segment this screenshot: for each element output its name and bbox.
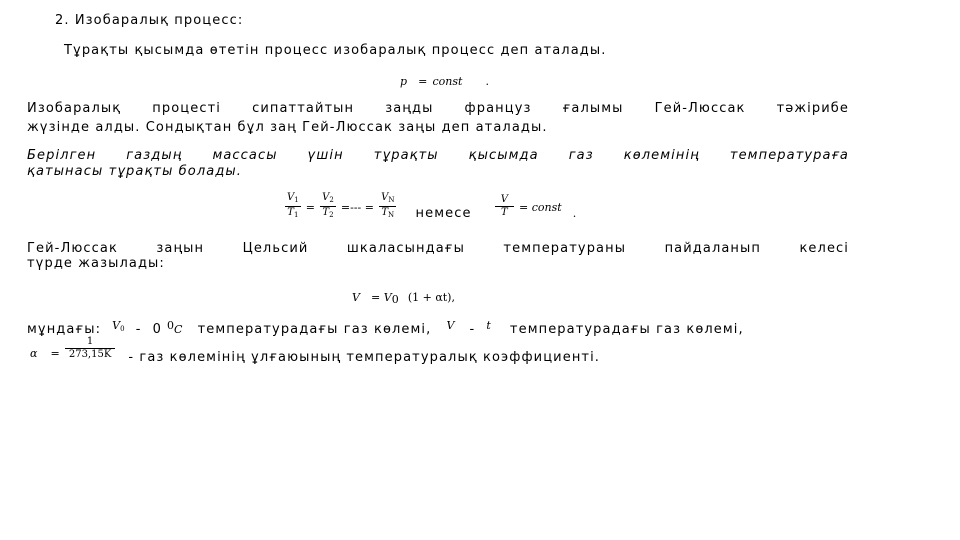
degree-sign: 0 xyxy=(167,319,175,332)
italic-paragraph-line2: қатынасы тұрақты болады. xyxy=(27,164,243,179)
or-word: немесе xyxy=(415,206,472,221)
parenthesized-term: (1 + αt), xyxy=(407,291,455,304)
v0-symbol: V0 xyxy=(112,319,125,333)
dash: - xyxy=(469,322,476,337)
celsius-paragraph-line1: Гей-Люссак заңын Цельсий шкаласындағы температураны пайдаланып келесі xyxy=(27,241,849,256)
celsius-paragraph-line2: түрде жазылады: xyxy=(27,256,165,271)
subscript: 1 xyxy=(293,211,299,219)
equals-sign: = xyxy=(305,201,316,214)
subscript: 2 xyxy=(329,211,334,219)
formula-period: . xyxy=(485,75,489,88)
subscript: N xyxy=(388,211,395,219)
dash: - xyxy=(135,322,142,337)
subscript: 1 xyxy=(294,196,299,204)
formula-gay-lussac xyxy=(285,192,576,221)
fraction-vn-tn xyxy=(379,192,396,221)
formula-p-const xyxy=(400,70,489,89)
where-text-2: температурадағы газ көлемі, xyxy=(509,322,744,337)
fraction-v-t xyxy=(495,194,514,219)
denominator: 273,15K xyxy=(68,349,112,360)
const-rhs: = const xyxy=(519,201,562,214)
v-symbol: V xyxy=(381,192,389,203)
subscript: N xyxy=(388,196,395,204)
italic-paragraph-line1: Берілген газдың массасы үшін тұрақты қысымда газ көлемінің температураға xyxy=(27,148,849,163)
equals-sign: = xyxy=(50,347,60,360)
ellipsis-equals: =--- = xyxy=(340,201,374,214)
formula-celsius xyxy=(352,286,455,306)
where-text-1: температурадағы газ көлемі, xyxy=(197,322,432,337)
where-label: мұндағы: xyxy=(27,322,102,337)
t-symbol: T xyxy=(381,207,389,218)
where-line xyxy=(27,318,744,337)
law-paragraph-line2: жүзінде алды. Сондықтан бұл заң Гей-Люссак заңы деп аталады. xyxy=(27,120,548,135)
t-symbol: T xyxy=(322,207,330,218)
subscript: 2 xyxy=(329,196,334,204)
fraction-v2-t2 xyxy=(320,192,336,221)
zero-value: 0 xyxy=(152,322,162,337)
t-symbol: T xyxy=(287,207,294,218)
alpha-description: - газ көлемінің ұлғаюының температуралық коэффициенті. xyxy=(128,350,601,365)
alpha-line xyxy=(30,336,600,365)
formula-period: . xyxy=(572,207,577,220)
v-symbol: V xyxy=(287,192,295,203)
section-heading: 2. Изобаралық процесс: xyxy=(55,13,244,28)
t-symbol: t xyxy=(486,319,491,332)
v-symbol: V xyxy=(322,192,330,203)
subscript: 0 xyxy=(391,293,399,306)
formula-p-symbol: p xyxy=(400,75,408,88)
alpha-symbol: α xyxy=(30,347,38,360)
fraction-alpha xyxy=(65,336,115,361)
v-symbol: V xyxy=(495,194,514,207)
formula-equals: = xyxy=(418,75,428,88)
formula-const: const xyxy=(432,75,463,88)
fraction-v1-t1 xyxy=(285,192,301,221)
numerator: 1 xyxy=(65,336,115,349)
v-symbol: V xyxy=(446,319,455,332)
law-paragraph-line1: Изобаралық процесті сипаттайтын заңды француз ғалымы Гей-Люссак тәжірибе xyxy=(27,101,849,116)
t-symbol: T xyxy=(500,207,508,218)
v-symbol: V xyxy=(352,291,360,304)
equals-v: = V xyxy=(371,291,392,304)
definition-text: Тұрақты қысымда өтетін процесс изобаралық процесс деп аталады. xyxy=(64,43,607,58)
celsius-symbol: C xyxy=(174,323,183,336)
